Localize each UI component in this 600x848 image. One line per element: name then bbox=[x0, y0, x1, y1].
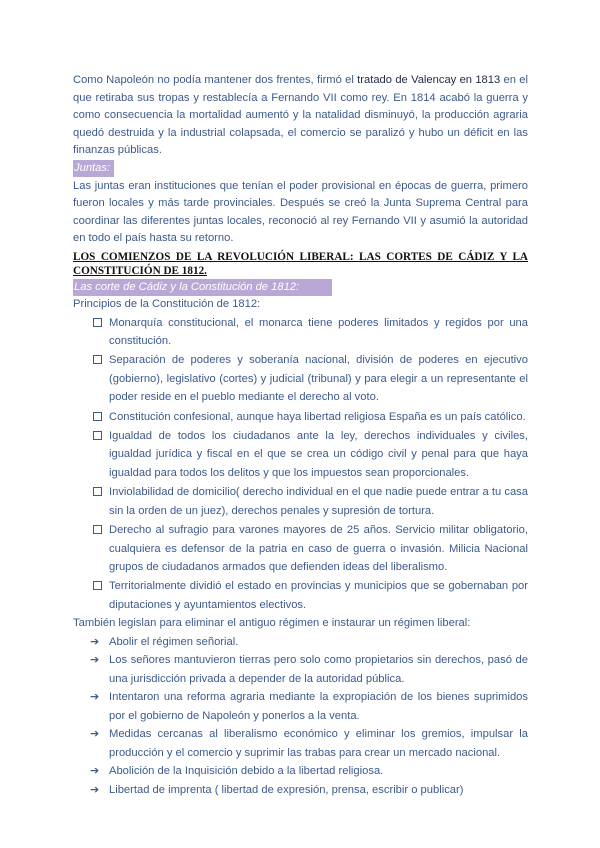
list-item-text: Separación de poderes y soberanía nacional, división de poderes en ejecutivo (gobierno), legislativo (cortes) y judicial (tribunal) y para elegir a un representante el poder reside en el pueblo mediante el derecho al voto. bbox=[109, 354, 528, 404]
list-item bbox=[73, 351, 528, 407]
section-heading: LOS COMIENZOS DE LA REVOLUCIÓN LIBERAL: LAS CORTES DE CÁDIZ Y LA CONSTITUCIÓN DE 1812. bbox=[73, 250, 528, 278]
checkbox-icon bbox=[93, 431, 102, 440]
arrow-right-icon: ➔ bbox=[90, 634, 100, 648]
document-body bbox=[73, 72, 528, 799]
treaty-name: tratado de Valencay en 1813 bbox=[357, 74, 501, 86]
cortes-subheading: Las corte de Cádiz y la Constitución de 1812: bbox=[73, 279, 332, 296]
list-item bbox=[73, 521, 528, 577]
arrow-right-icon: ➔ bbox=[90, 690, 100, 704]
list-item-text: Medidas cercanas al liberalismo económico y eliminar los gremios, impulsar la producción y el comercio y suprimir las trabas para crear un mercado nacional. bbox=[109, 728, 528, 759]
list-item-text: Abolir el régimen señorial. bbox=[109, 635, 239, 648]
principles-intro: Principios de la Constitución de 1812: bbox=[73, 297, 261, 310]
principles-list bbox=[73, 314, 528, 615]
arrow-right-icon: ➔ bbox=[90, 727, 100, 741]
list-item bbox=[73, 762, 528, 781]
list-item bbox=[73, 651, 528, 688]
checkbox-icon bbox=[93, 318, 102, 327]
checkbox-icon bbox=[93, 525, 102, 534]
list-item-text: Intentaron una reforma agraria mediante la expropiación de los bienes suprimidos por el gobierno de Napoleón y ponerlos a la venta. bbox=[109, 691, 528, 722]
arrow-right-icon: ➔ bbox=[90, 653, 100, 667]
list-item bbox=[73, 427, 528, 483]
juntas-subheading: Juntas: bbox=[73, 160, 114, 177]
intro-paragraph bbox=[73, 72, 528, 160]
list-item-text: Libertad de imprenta ( libertad de expresión, prensa, escribir o publicar) bbox=[109, 783, 464, 796]
checkbox-icon bbox=[93, 412, 102, 421]
intro-text-2: en el que retiraba sus tropas y restablecía a Fernando VII como rey. En 1814 acabó la guerra y como consecuencia la mortalidad aumentó y la natalidad disminuyó, la producción agraria quedó destruida y la industrial colapsada, el comercio se paralizó y hubo un déficit en las finanzas públicas. bbox=[73, 74, 528, 157]
intro-text-1: Como Napoleón no podía mantener dos frentes, firmó el bbox=[73, 74, 358, 86]
arrow-right-icon: ➔ bbox=[90, 764, 100, 778]
arrow-right-icon: ➔ bbox=[90, 782, 100, 796]
list-item-text: Igualdad de todos los ciudadanos ante la ley, derechos individuales y civiles, igualdad jurídica y fiscal en el que se crea un código civil y penal para que haya igualdad para todos los delitos y que los impuestos sean proporcionales. bbox=[109, 429, 528, 479]
list-item bbox=[73, 725, 528, 762]
juntas-paragraph: Las juntas eran instituciones que tenían el poder provisional en épocas de guerra, primero fueron locales y más tarde provinciales. Después se creó la Junta Suprema Central para coordinar las diferentes juntas locales, reconoció al rey Fernando VII y asumió la autoridad en todo el país hasta su retorno. bbox=[73, 179, 528, 245]
checkbox-icon bbox=[93, 581, 102, 590]
measures-intro: También legislan para eliminar el antiguo régimen e instaurar un régimen liberal: bbox=[73, 617, 471, 630]
list-item bbox=[73, 781, 528, 800]
list-item-text: Territorialmente dividió el estado en provincias y municipios que se gobernaban por diputaciones y ayuntamientos electivos. bbox=[109, 580, 528, 611]
list-item bbox=[73, 577, 528, 614]
list-item-text: Inviolabilidad de domicilio( derecho individual en el que nadie puede entrar a tu casa sin la orden de un juez), derechos penales y supresión de tortura. bbox=[109, 486, 528, 517]
list-item-text: Abolición de la Inquisición debido a la libertad religiosa. bbox=[109, 765, 384, 778]
list-item bbox=[73, 483, 528, 520]
list-item-text: Los señores mantuvieron tierras pero solo como propietarios sin derechos, pasó de una jurisdicción privada a depender de la autoridad pública. bbox=[109, 654, 528, 685]
list-item bbox=[73, 688, 528, 725]
list-item bbox=[73, 314, 528, 351]
list-item-text: Constitución confesional, aunque haya libertad religiosa España es un país católico. bbox=[109, 410, 526, 423]
list-item-text: Derecho al sufragio para varones mayores de 25 años. Servicio militar obligatorio, cualquiera es defensor de la patria en caso de guerra o invasión. Milicia Nacional grupos de ciudadanos armados que defienden ideas del liberalismo. bbox=[109, 524, 528, 574]
measures-list bbox=[73, 633, 528, 800]
list-item-text: Monarquía constitucional, el monarca tiene poderes limitados y regidos por una constitución. bbox=[109, 316, 528, 348]
list-item bbox=[73, 633, 528, 652]
list-item bbox=[73, 408, 528, 427]
checkbox-icon bbox=[93, 487, 102, 496]
checkbox-icon bbox=[93, 355, 102, 364]
